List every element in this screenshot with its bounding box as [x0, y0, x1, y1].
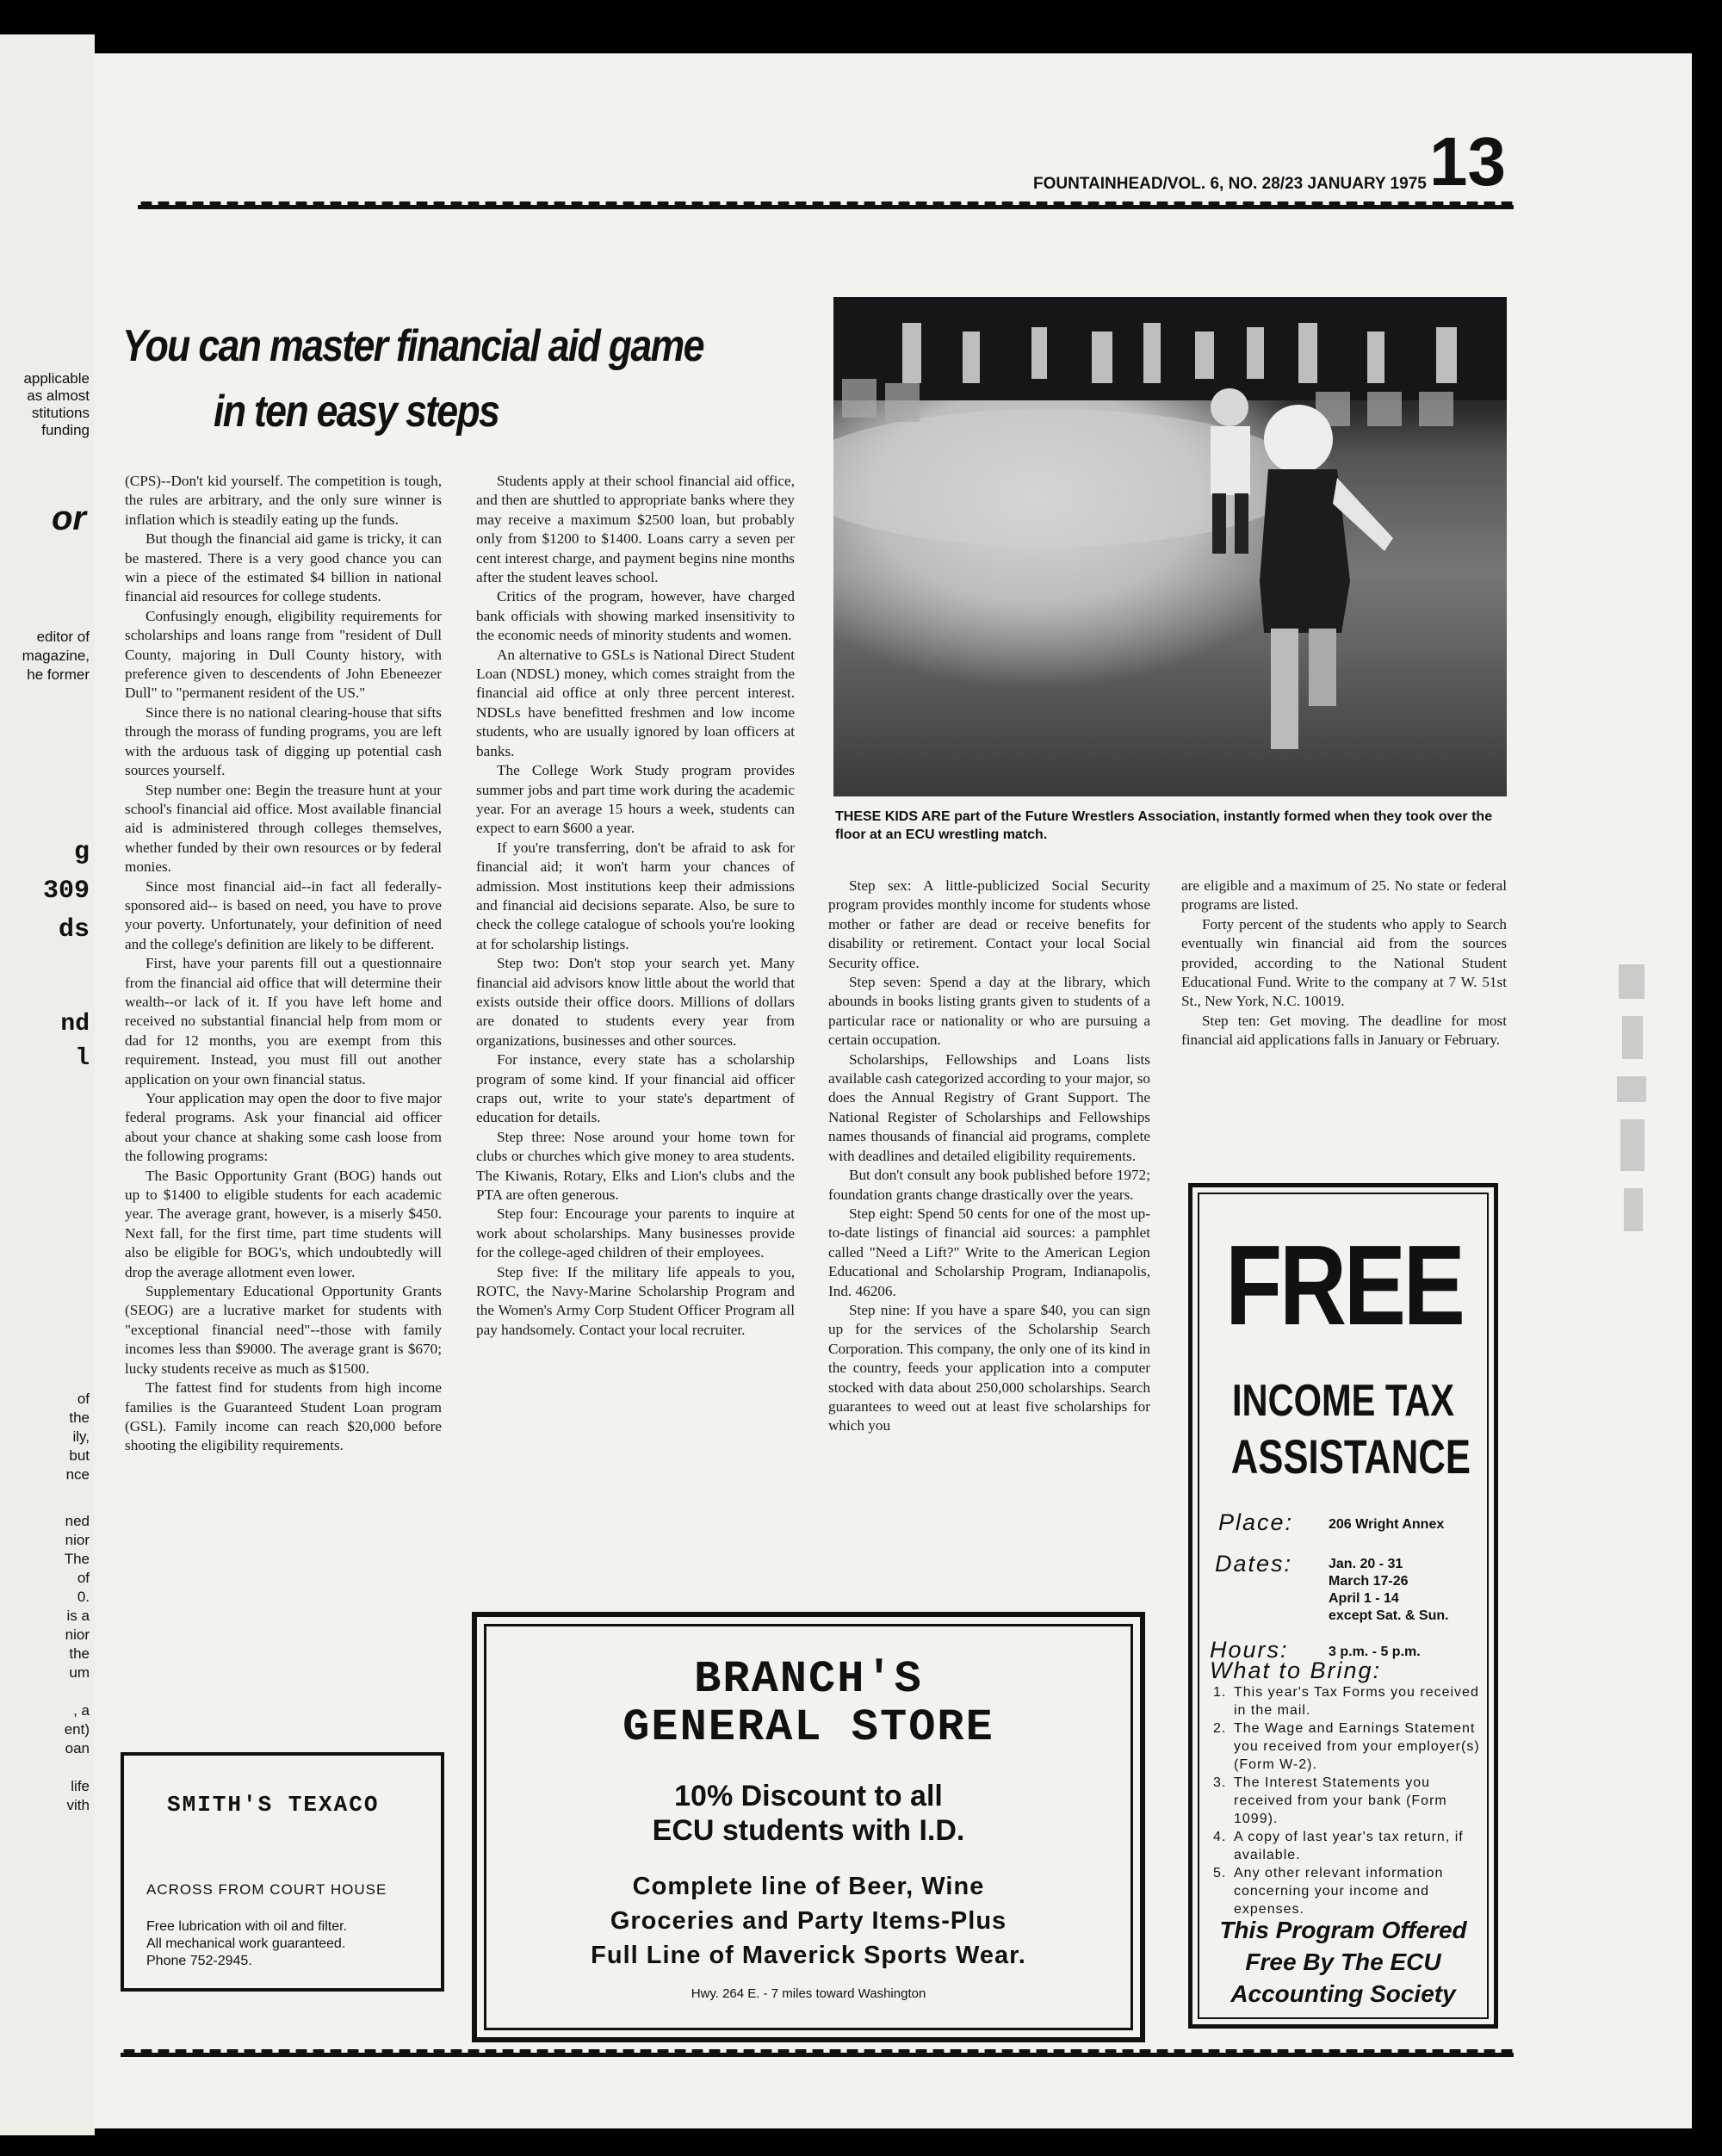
- paragraph: (CPS)--Don't kid yourself. The competition is tough, the rules are arbitrary, and the only sure winner is inflation which is steadily eating up the funds.: [125, 473, 442, 528]
- ad-discount: ECU students with I.D.: [652, 1814, 965, 1847]
- ad-footer-line: Free By The ECU: [1245, 1948, 1441, 1975]
- article-column-4: [1181, 877, 1507, 1050]
- ad-address: Hwy. 264 E. - 7 miles toward Washington: [691, 1986, 926, 2001]
- paragraph: Step sex: A little-publicized Social Security program provides monthly income for students whose mother or father are dead or receive benefits for disability or retirement. Contact your local Social Security office.: [828, 877, 1150, 971]
- paragraph: are eligible and a maximum of 25. No state or federal programs are listed.: [1181, 877, 1507, 914]
- prev-text: the: [69, 1409, 90, 1426]
- photo-silhouettes: [833, 297, 1507, 796]
- article-column-1: [125, 472, 442, 1456]
- paragraph: Students apply at their school financial aid office, and then are shuttled to appropriate banks where they may receive a maximum $2500 loan, but probably only from $1200 to $1400. Loans carry a seven per cent interest charge, and payment begins nine months after the student leaves school.: [476, 473, 795, 586]
- prev-box-text: 309: [42, 877, 90, 906]
- headline-line-1: You can master financial aid game: [122, 321, 703, 371]
- ad-address: ACROSS FROM COURT HOUSE: [146, 1881, 387, 1898]
- place-label: Place:: [1218, 1509, 1294, 1535]
- prev-text: magazine,: [22, 647, 90, 664]
- list-item: 5. Any other relevant information concerning your income and expenses.: [1213, 1866, 1444, 1917]
- paragraph: But don't consult any book published before 1972; foundation grants change drastically over the years.: [828, 1167, 1150, 1203]
- ad-products: Full Line of Maverick Sports Wear.: [591, 1942, 1026, 1969]
- ad-subheadline: ASSISTANCE: [1230, 1429, 1471, 1484]
- paragraph: Since most financial aid--in fact all federally-sponsored aid-- is based on need, you have to prove your poverty. Unfortunately, your definition of need and the college's definition are likely to be different.: [125, 877, 442, 952]
- ad-headline: FREE: [1225, 1222, 1463, 1348]
- prev-text: nior: [65, 1626, 90, 1643]
- paragraph: The College Work Study program provides summer jobs and part time work during the academic year. For an average 15 hours a week, students can expect to earn $600 a year.: [476, 762, 795, 837]
- prev-text: ent): [64, 1721, 90, 1738]
- prev-text: is a: [66, 1608, 90, 1624]
- paragraph: Step two: Don't stop your search yet. Many financial aid advisors know little about the world that exists outside their office doors. Millions of dollars are donated to students every year from organizations, businesses and other sources.: [476, 955, 795, 1049]
- paragraph: Step nine: If you have a spare $40, you can sign up for the services of the Scholarship Search Corporation. This company, the only one of its kind in the country, feeds your application into a computer stocked with data about 250,000 scholarships. Search guarantees to weed out at least five scholarships for which you: [828, 1301, 1150, 1434]
- paragraph: But though the financial aid game is tricky, it can be mastered. There is a very good chance you can win a piece of the estimated $4 billion in national financial aid resources for college students.: [125, 530, 442, 605]
- child-left: [1211, 388, 1250, 554]
- article-column-2: [476, 472, 795, 1340]
- prev-text: of: [77, 1391, 90, 1407]
- previous-page-edge: [0, 34, 95, 2135]
- place-value: 206 Wright Annex: [1329, 1517, 1445, 1532]
- bring-list: [1213, 1683, 1480, 1918]
- hours-value: 3 p.m. - 5 p.m.: [1329, 1645, 1421, 1659]
- ad-text: Free lubrication with oil and filter.: [146, 1919, 347, 1934]
- ad-title: SMITH'S TEXACO: [167, 1792, 380, 1818]
- ad-discount: 10% Discount to all: [674, 1780, 943, 1812]
- prev-text: ned: [65, 1513, 90, 1529]
- date-range: March 17-26: [1329, 1574, 1409, 1589]
- photo-caption: THESE KIDS ARE part of the Future Wrestlers Association, instantly formed when they took over the floor at an ECU wrestling match.: [835, 809, 1493, 842]
- date-range: April 1 - 14: [1329, 1591, 1399, 1606]
- prev-box-text: nd: [60, 1011, 90, 1038]
- paragraph: Step number one: Begin the treasure hunt at your school's financial aid office. Most available financial aid is administered through colleges themselves, whether funded by their own resources or by federal monies.: [125, 781, 442, 876]
- ad-footer-line: This Program Offered: [1219, 1917, 1467, 1943]
- top-wavy-rule: [138, 201, 1514, 212]
- prev-text: , a: [73, 1702, 90, 1719]
- list-item: 1. This year's Tax Forms you received in the mail.: [1213, 1685, 1479, 1718]
- prev-text: of: [77, 1570, 90, 1586]
- article-column-3: [828, 877, 1150, 1436]
- prev-box-text: l: [75, 1045, 90, 1072]
- prev-text: ily,: [72, 1428, 90, 1445]
- paragraph: Forty percent of the students who apply to Search eventually win financial aid from the sources provided, according to the National Student Educational Fund. Write to the company at 7 W. 51st St., New York, N.C. 10019.: [1181, 915, 1507, 1010]
- date-note: except Sat. & Sun.: [1329, 1608, 1449, 1623]
- prev-text: stitutions: [31, 405, 90, 421]
- prev-text: funding: [41, 422, 90, 438]
- child-right: [1260, 405, 1393, 749]
- prev-text: as almost: [27, 387, 90, 404]
- prev-text: life: [71, 1778, 90, 1794]
- ad-subheadline: INCOME TAX: [1231, 1376, 1455, 1426]
- paragraph: Scholarships, Fellowships and Loans lists available cash categorized according to your major, so does the Annual Registry of Grant Support. The National Register of Scholarships and Fellowships names thousands of financial aid programs, complete with deadlines and detailed eligibility requirements.: [828, 1050, 1150, 1164]
- free-income-tax-ad: [1188, 1183, 1498, 2029]
- smiths-texaco-ad: [121, 1752, 444, 1992]
- prev-text: 0.: [77, 1589, 90, 1605]
- bottom-wavy-rule: [121, 2049, 1514, 2060]
- paragraph: First, have your parents fill out a questionnaire from the financial aid office that will determine their wealth--or lack of it. If you have left home and received no substantial financial help from mom or dad for 12 months, you are exempt from this requirement. Instead, you must fill out another application on your own financial status.: [125, 955, 442, 1087]
- ad-title: BRANCH'S: [694, 1654, 923, 1705]
- paragraph: The fattest find for students from high income families is the Guaranteed Student Loan program (GSL). Family income can reach $20,000 before shooting the eligibility requirements.: [125, 1379, 442, 1454]
- faint-margin-stamp: [1610, 947, 1662, 1257]
- paragraph: Critics of the program, however, have charged bank officials with showing marked insensitivity to the economic needs of minority students and women.: [476, 588, 795, 644]
- ad-footer-line: Accounting Society: [1230, 1980, 1456, 2007]
- paragraph: Step eight: Spend 50 cents for one of the most up-to-date listings of financial aid sources: a pamphlet called "Need a Lift?" Write to the American Legion Educational and Scholarship Program, Indianapolis, Ind. 46206.: [828, 1205, 1150, 1299]
- page-number: 13: [1429, 123, 1506, 200]
- paragraph: Step ten: Get moving. The deadline for most financial aid applications falls in January or February.: [1181, 1012, 1507, 1049]
- branchs-general-store-ad: [472, 1612, 1145, 2042]
- paragraph: For instance, every state has a scholarship program of some kind. If your financial aid officer craps out, write to your state's department of education for details.: [476, 1051, 795, 1126]
- paragraph: Since there is no national clearing-house that sifts through the morass of funding programs, you are left with the arduous task of digging up potential cash sources yourself.: [125, 703, 442, 779]
- paragraph: Step seven: Spend a day at the library, which abounds in books listing grants given to students of a particular race or nationality or who are pursuing a certain occupation.: [828, 974, 1150, 1049]
- prev-text: he former: [27, 666, 90, 683]
- paragraph: Confusingly enough, eligibility requirements for scholarships and loans range from "resident of Dull County, majoring in Dull County history, with preference given to descendents of John Ebeneezer Dull" to "permanent resident of the US.": [125, 607, 442, 702]
- prev-box-text: g: [73, 838, 90, 867]
- page-folio: FOUNTAINHEAD/VOL. 6, NO. 28/23 JANUARY 1975: [1033, 175, 1427, 193]
- ad-title: GENERAL STORE: [623, 1702, 994, 1753]
- list-item: 4. A copy of last year's tax return, if available.: [1213, 1830, 1464, 1862]
- paragraph: Step four: Encourage your parents to inquire at work about scholarships. Many businesses provide for the college-aged children of their employees.: [476, 1205, 795, 1261]
- prev-text: nior: [65, 1532, 90, 1548]
- list-item: 2. The Wage and Earnings Statement you received from your employer(s) (Form W-2).: [1213, 1721, 1480, 1772]
- ad-products: Complete line of Beer, Wine: [632, 1873, 985, 1900]
- paragraph: Your application may open the door to five major federal programs. Ask your financial aid officer about your chance at shaking some cash loose from the following programs:: [125, 1090, 442, 1165]
- list-item: 3. The Interest Statements you received from your bank (Form 1099).: [1213, 1775, 1447, 1826]
- paragraph: Step five: If the military life appeals to you, ROTC, the Navy-Marine Scholarship Program and the Women's Army Corp Student Officer Program all pay handsomely. Contact your local recruiter.: [476, 1263, 795, 1338]
- ad-phone: Phone 752-2945.: [146, 1954, 252, 1968]
- paragraph: If you're transferring, don't be afraid to ask for financial aid; it won't harm your chances of admission. Most institutions keep their admissions and financial aid decisions separate. Also, be sure to check the college catalogue of schools you're looking at for scholarship listings.: [476, 839, 795, 952]
- wrestling-photo: [833, 297, 1507, 796]
- hours-label: Hours:: [1210, 1637, 1289, 1663]
- prev-text: um: [69, 1664, 90, 1681]
- paragraph: The Basic Opportunity Grant (BOG) hands out up to $1400 to eligible students for each academic year. The average grant, however, is a miserly $450. Next fall, for the first time, part time students will also be eligible for BOG's, which undoubtedly will drop the average allotment even lower.: [125, 1167, 442, 1280]
- ad-products: Groceries and Party Items-Plus: [610, 1907, 1007, 1935]
- prev-text: editor of: [36, 629, 90, 645]
- ad-inner-border: [484, 1624, 1133, 2030]
- prev-text: vith: [66, 1797, 90, 1813]
- prev-text: oan: [65, 1740, 90, 1756]
- prev-box-text: ds: [58, 915, 90, 945]
- headline-line-2: in ten easy steps: [214, 387, 499, 437]
- ad-footer: [1199, 1914, 1487, 2010]
- prev-text: applicable: [23, 370, 90, 387]
- prev-heading: or: [52, 499, 86, 537]
- prev-text: but: [69, 1447, 90, 1464]
- ad-text: All mechanical work guaranteed.: [146, 1936, 346, 1951]
- prev-text: the: [69, 1645, 90, 1662]
- date-range: Jan. 20 - 31: [1329, 1557, 1403, 1571]
- paragraph: An alternative to GSLs is National Direct Student Loan (NDSL) money, which comes straight from the financial aid office at only three percent interest. NDSLs have benefitted freshmen and low income students, who are usually ignored by loan officers at banks.: [476, 646, 795, 759]
- ad-inner-border: [1198, 1193, 1489, 2019]
- bring-label: What to Bring:: [1210, 1657, 1382, 1683]
- prev-text: The: [64, 1551, 90, 1567]
- dates-label: Dates:: [1215, 1551, 1293, 1577]
- paragraph: Step three: Nose around your home town for clubs or churches which give money to area students. The Kiwanis, Rotary, Elks and Lion's clubs and the PTA are often generous.: [476, 1128, 795, 1204]
- paragraph: Supplementary Educational Opportunity Grants (SEOG) are a lucrative market for students with "exceptional financial need"--those with family incomes less than $9000. The average grant is $670; lucky students receive as much as $1500.: [125, 1283, 442, 1377]
- prev-text: nce: [65, 1466, 90, 1483]
